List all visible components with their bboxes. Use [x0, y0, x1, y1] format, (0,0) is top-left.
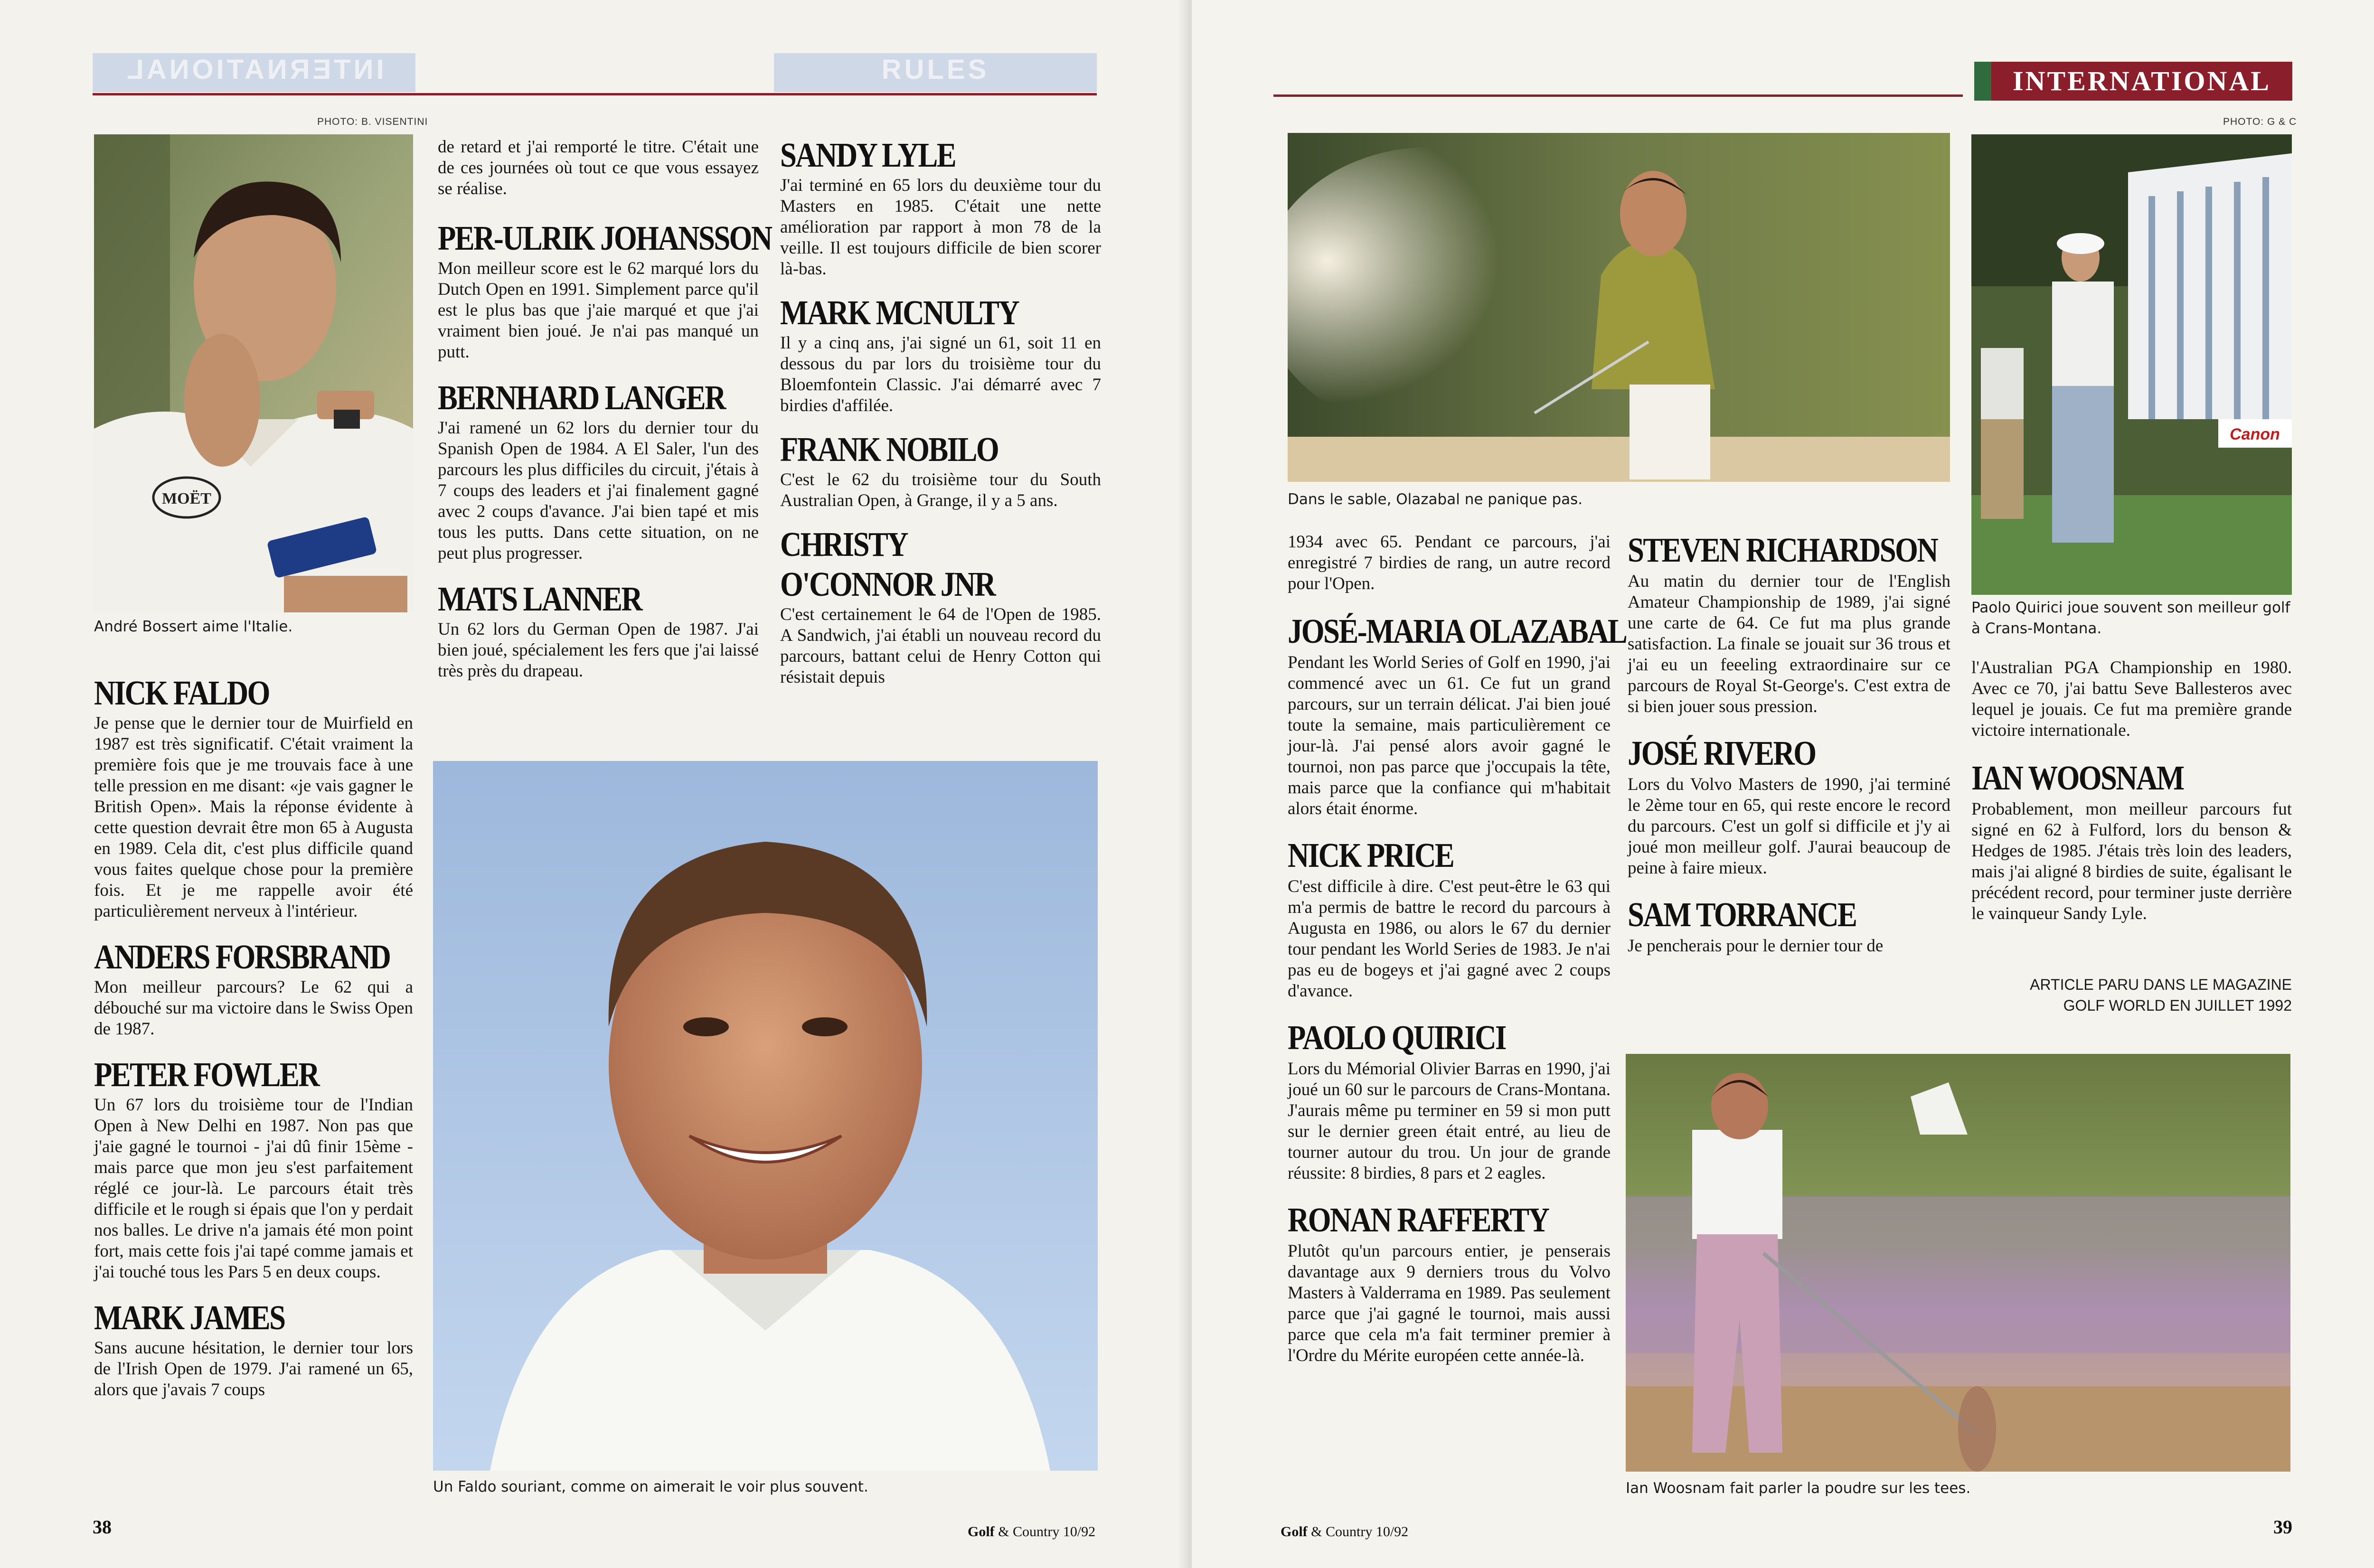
player-name: PER-ULRIK JOHANSSON	[438, 219, 772, 257]
player-entry	[1628, 529, 1950, 717]
player-name: MATS LANNER	[438, 580, 642, 618]
player-name: FRANK NOBILO	[780, 430, 999, 469]
player-quote: Un 67 lors du troisième tour de l'Indian Open à New Delhi en 1987. Non pas que j'aie gagné le tournoi - j'ai dû finir 15ème - mais parce que mon jeu s'est parfaitement réglé ce jour-là. Le parcours était très difficile et le rough si épais que l'on y perdait nos balles. Le drive n'a jamais été mon point fort, mais cette fois j'ai tapé comme jamais et j'ai touché tous les Pars 5 en deux coups.	[94, 1095, 413, 1282]
player-entry	[1288, 610, 1627, 819]
column-right-1	[1288, 532, 1627, 1366]
player-name: NICK PRICE	[1288, 836, 1454, 874]
ghost-section-header: INTERNATIONAL	[93, 53, 415, 92]
caption-quirici: Paolo Quirici joue souvent son meilleur golf à Crans-Montana.	[1971, 599, 2290, 637]
photo-woosnam	[1626, 1054, 2290, 1472]
player-quote: Au matin du dernier tour de l'English Amateur Championship de 1989, j'ai signé une carte de 64. Ce fut ma plus grande satisfaction. La finale se jouait sur 36 trous et j'ai eu un feeeling extraordinaire sur ce parcours de Royal St-George's. C'est extra de si bien jouer sous pression.	[1628, 572, 1950, 716]
player-name: PAOLO QUIRICI	[1288, 1018, 1506, 1057]
player-quote: Mon meilleur score est le 62 marqué lors du Dutch Open en 1991. Simplement parce qu'il est le plus bas que j'aie marqué et que j'ai vraiment bien joué. Je n'ai pas manqué un putt.	[438, 259, 759, 362]
ghost-rules-header: RULES	[774, 53, 1097, 92]
player-entry	[780, 135, 1101, 280]
player-name: SAM TORRANCE	[1628, 895, 1856, 934]
player-entry	[1288, 835, 1611, 1002]
photo-nick-faldo	[433, 761, 1098, 1471]
player-entry	[1628, 732, 1950, 879]
player-quote: Je pense que le dernier tour de Muirfield en 1987 est très significatif. C'était vraiment la première fois que je me trouvais face à une telle pression en me disant: «je vais gagner le British Open». Mais la réponse évidente à cette question devrait être mon 65 à Augusta en 1989. Cela dit, c'est plus difficile quand vous faites quelque chose pour la première fois. Et je me rappelle avoir été particulièrement nerveux à l'intérieur.	[94, 714, 413, 921]
player-entry	[94, 937, 413, 1040]
continued-quote: l'Australian PGA Championship en 1980. Avec ce 70, j'ai battu Seve Ballesteros avec lequel je jouais. Ce fut ma première grande victoire internationale.	[1971, 658, 2292, 740]
continued-quote: de retard et j'ai remporté le titre. C'était une de ces journées où tout ce que vous essayez se réalise.	[438, 137, 759, 198]
player-entry	[438, 378, 759, 564]
player-quote: Sans aucune hésitation, le dernier tour lors de l'Irish Open de 1979. J'ai ramené un 65, alors que j'avais 7 coups	[94, 1338, 413, 1399]
caption-bossert: André Bossert aime l'Italie.	[94, 618, 293, 635]
column-left-3	[780, 135, 1101, 688]
player-quote: Un 62 lors du German Open de 1987. J'ai bien joué, spécialement les fers que j'ai laissé très près du drapeau.	[438, 620, 759, 681]
player-name: ANDERS FORSBRAND	[94, 938, 390, 976]
column-right-2	[1628, 529, 1950, 957]
player-quote: J'ai terminé en 65 lors du deuxième tour du Masters en 1985. C'était une nette amélioration par rapport à mon 78 de la veille. Il est toujours difficile de bien scorer là-bas.	[780, 176, 1101, 279]
player-entry	[438, 218, 772, 363]
player-name: PETER FOWLER	[94, 1055, 319, 1094]
player-entry	[94, 673, 413, 922]
player-name: BERNHARD LANGER	[438, 378, 725, 417]
caption-olazabal: Dans le sable, Olazabal ne panique pas.	[1288, 491, 1583, 508]
player-name: CHRISTY	[780, 525, 908, 563]
source-line: ARTICLE PARU DANS LE MAGAZINE	[2030, 976, 2292, 993]
player-name: IAN WOOSNAM	[1971, 759, 2184, 797]
player-entry	[94, 1298, 413, 1400]
photo-andre-bossert	[94, 134, 413, 612]
photo-quirici	[1971, 134, 2292, 595]
player-quote: Probablement, mon meilleur parcours fut signé en 62 à Fulford, lors du benson & Hedges de 1985. J'étais très loin des leaders, mais j'ai aligné 8 birdies de suite, égalisant le précédent record, pour terminer juste derrière le vainqueur Sandy Lyle.	[1971, 799, 2292, 923]
photo-credit-right: PHOTO: G & C	[2223, 116, 2297, 127]
photo-olazabal	[1288, 133, 1950, 482]
player-name: NICK FALDO	[94, 674, 269, 712]
svg-text:MOËT: MOËT	[162, 490, 211, 507]
player-name: O'CONNOR JNR	[780, 565, 995, 603]
column-left-2	[438, 137, 772, 682]
player-entry	[94, 1055, 413, 1283]
player-quote: Mon meilleur parcours? Le 62 qui a débouché sur ma victoire dans le Swiss Open de 1987.	[94, 977, 413, 1039]
page-number-left: 38	[93, 1516, 112, 1538]
player-name: MARK MCNULTY	[780, 293, 1019, 332]
player-quote: Plutôt qu'un parcours entier, je penserais davantage aux 9 derniers trous du Volvo Masters à Valderrama en 1989. Pas seulement parce que j'ai gagné le tournoi, mais aussi parce que cela m'a fait terminer premier à l'Ordre du Mérite européen cette année-là.	[1288, 1241, 1611, 1365]
section-badge: INTERNATIONAL	[1974, 62, 2292, 101]
player-name: JOSÉ RIVERO	[1628, 734, 1816, 772]
photo-credit-left: PHOTO: B. VISENTINI	[317, 116, 428, 127]
player-entry	[1971, 757, 2292, 924]
magazine-footer-right: Golf & Country 10/92	[1281, 1524, 1409, 1540]
player-quote: J'ai ramené un 62 lors du dernier tour du Spanish Open de 1984. A El Saler, l'un des parcours les plus difficiles du circuit, j'étais à 7 coups des leaders et j'ai finalement gagné avec 2 coups d'avance. J'ai bien tapé et mis tous les putts. Dans cette situation, on ne peut plus progresser.	[438, 418, 759, 563]
canon-logo: Canon	[2230, 425, 2280, 443]
page-number-right: 39	[2273, 1516, 2292, 1538]
player-name: MARK JAMES	[94, 1298, 285, 1337]
player-entry	[1288, 1017, 1611, 1184]
caption-woosnam: Ian Woosnam fait parler la poudre sur les tees.	[1626, 1480, 1971, 1497]
player-quote: C'est le 62 du troisième tour du South Australian Open, à Grange, il y a 5 ans.	[780, 470, 1101, 510]
header-rule	[93, 93, 1097, 95]
player-quote: Lors du Volvo Masters de 1990, j'ai terminé le 2ème tour en 65, qui reste encore le record du parcours. C'est un golf si difficile et j'y ai joué mon meilleur golf. J'aurai beaucoup de peine à faire mieux.	[1628, 775, 1950, 878]
player-entry	[1288, 1199, 1611, 1366]
player-quote: Pendant les World Series of Golf en 1990, j'ai commencé avec un 61. Ce fut un grand parcours, sur un terrain délicat. J'ai bien joué toute la semaine, mais particulièrement ce jour-là. J'ai pensé alors avoir gagné le tournoi, non pas parce que j'occupais la tête, mais parce que la confiance qui m'habitait alors était énorme.	[1288, 653, 1611, 818]
continued-quote: 1934 avec 65. Pendant ce parcours, j'ai enregistré 7 birdies de rang, un autre record pour l'Open.	[1288, 532, 1611, 593]
article-source	[1971, 974, 2292, 1016]
caption-faldo: Un Faldo souriant, comme on aimerait le voir plus souvent.	[433, 1478, 868, 1495]
player-name: SANDY LYLE	[780, 136, 956, 174]
player-entry	[1628, 894, 1950, 957]
column-left-1	[94, 673, 413, 1400]
player-entry	[780, 525, 1101, 688]
player-quote: C'est difficile à dire. C'est peut-être le 63 qui m'a permis de battre le record du parcours à Augusta en 1986, ou alors le 67 du dernier tour pendant les World Series de 1983. Je n'ai pas eu de bogeys et j'ai gagné avec 2 coups d'avance.	[1288, 877, 1611, 1001]
player-entry	[780, 293, 1101, 416]
source-line: GOLF WORLD EN JUILLET 1992	[2063, 997, 2292, 1014]
player-quote: Lors du Mémorial Olivier Barras en 1990, j'ai joué un 60 sur le parcours de Crans-Montana. J'aurais même pu terminer en 59 si mon putt sur le dernier green était entré, au lieu de tourner autour du trou. Un jour de grande réussite: 8 birdies, 8 pars et 2 eagles.	[1288, 1059, 1611, 1183]
player-entry	[438, 579, 759, 682]
player-name: JOSÉ-MARIA OLAZABAL	[1288, 612, 1627, 650]
player-quote: C'est certainement le 64 de l'Open de 1985. A Sandwich, j'ai établi un nouveau record du parcours, battant celui de Henry Cotton qui résistait depuis	[780, 605, 1101, 687]
column-right-3	[1971, 657, 2292, 924]
magazine-footer-left: Golf & Country 10/92	[968, 1524, 1096, 1540]
player-quote: Je pencherais pour le dernier tour de	[1628, 936, 1884, 956]
player-entry	[780, 430, 1101, 511]
player-name: RONAN RAFFERTY	[1288, 1201, 1549, 1239]
player-name: STEVEN RICHARDSON	[1628, 531, 1938, 569]
player-quote: Il y a cinq ans, j'ai signé un 61, soit 11 en dessous du par lors du troisième tour du Bloemfontein Classic. J'ai démarré avec 7 birdies d'affilée.	[780, 333, 1101, 415]
header-rule-right	[1273, 94, 1963, 97]
